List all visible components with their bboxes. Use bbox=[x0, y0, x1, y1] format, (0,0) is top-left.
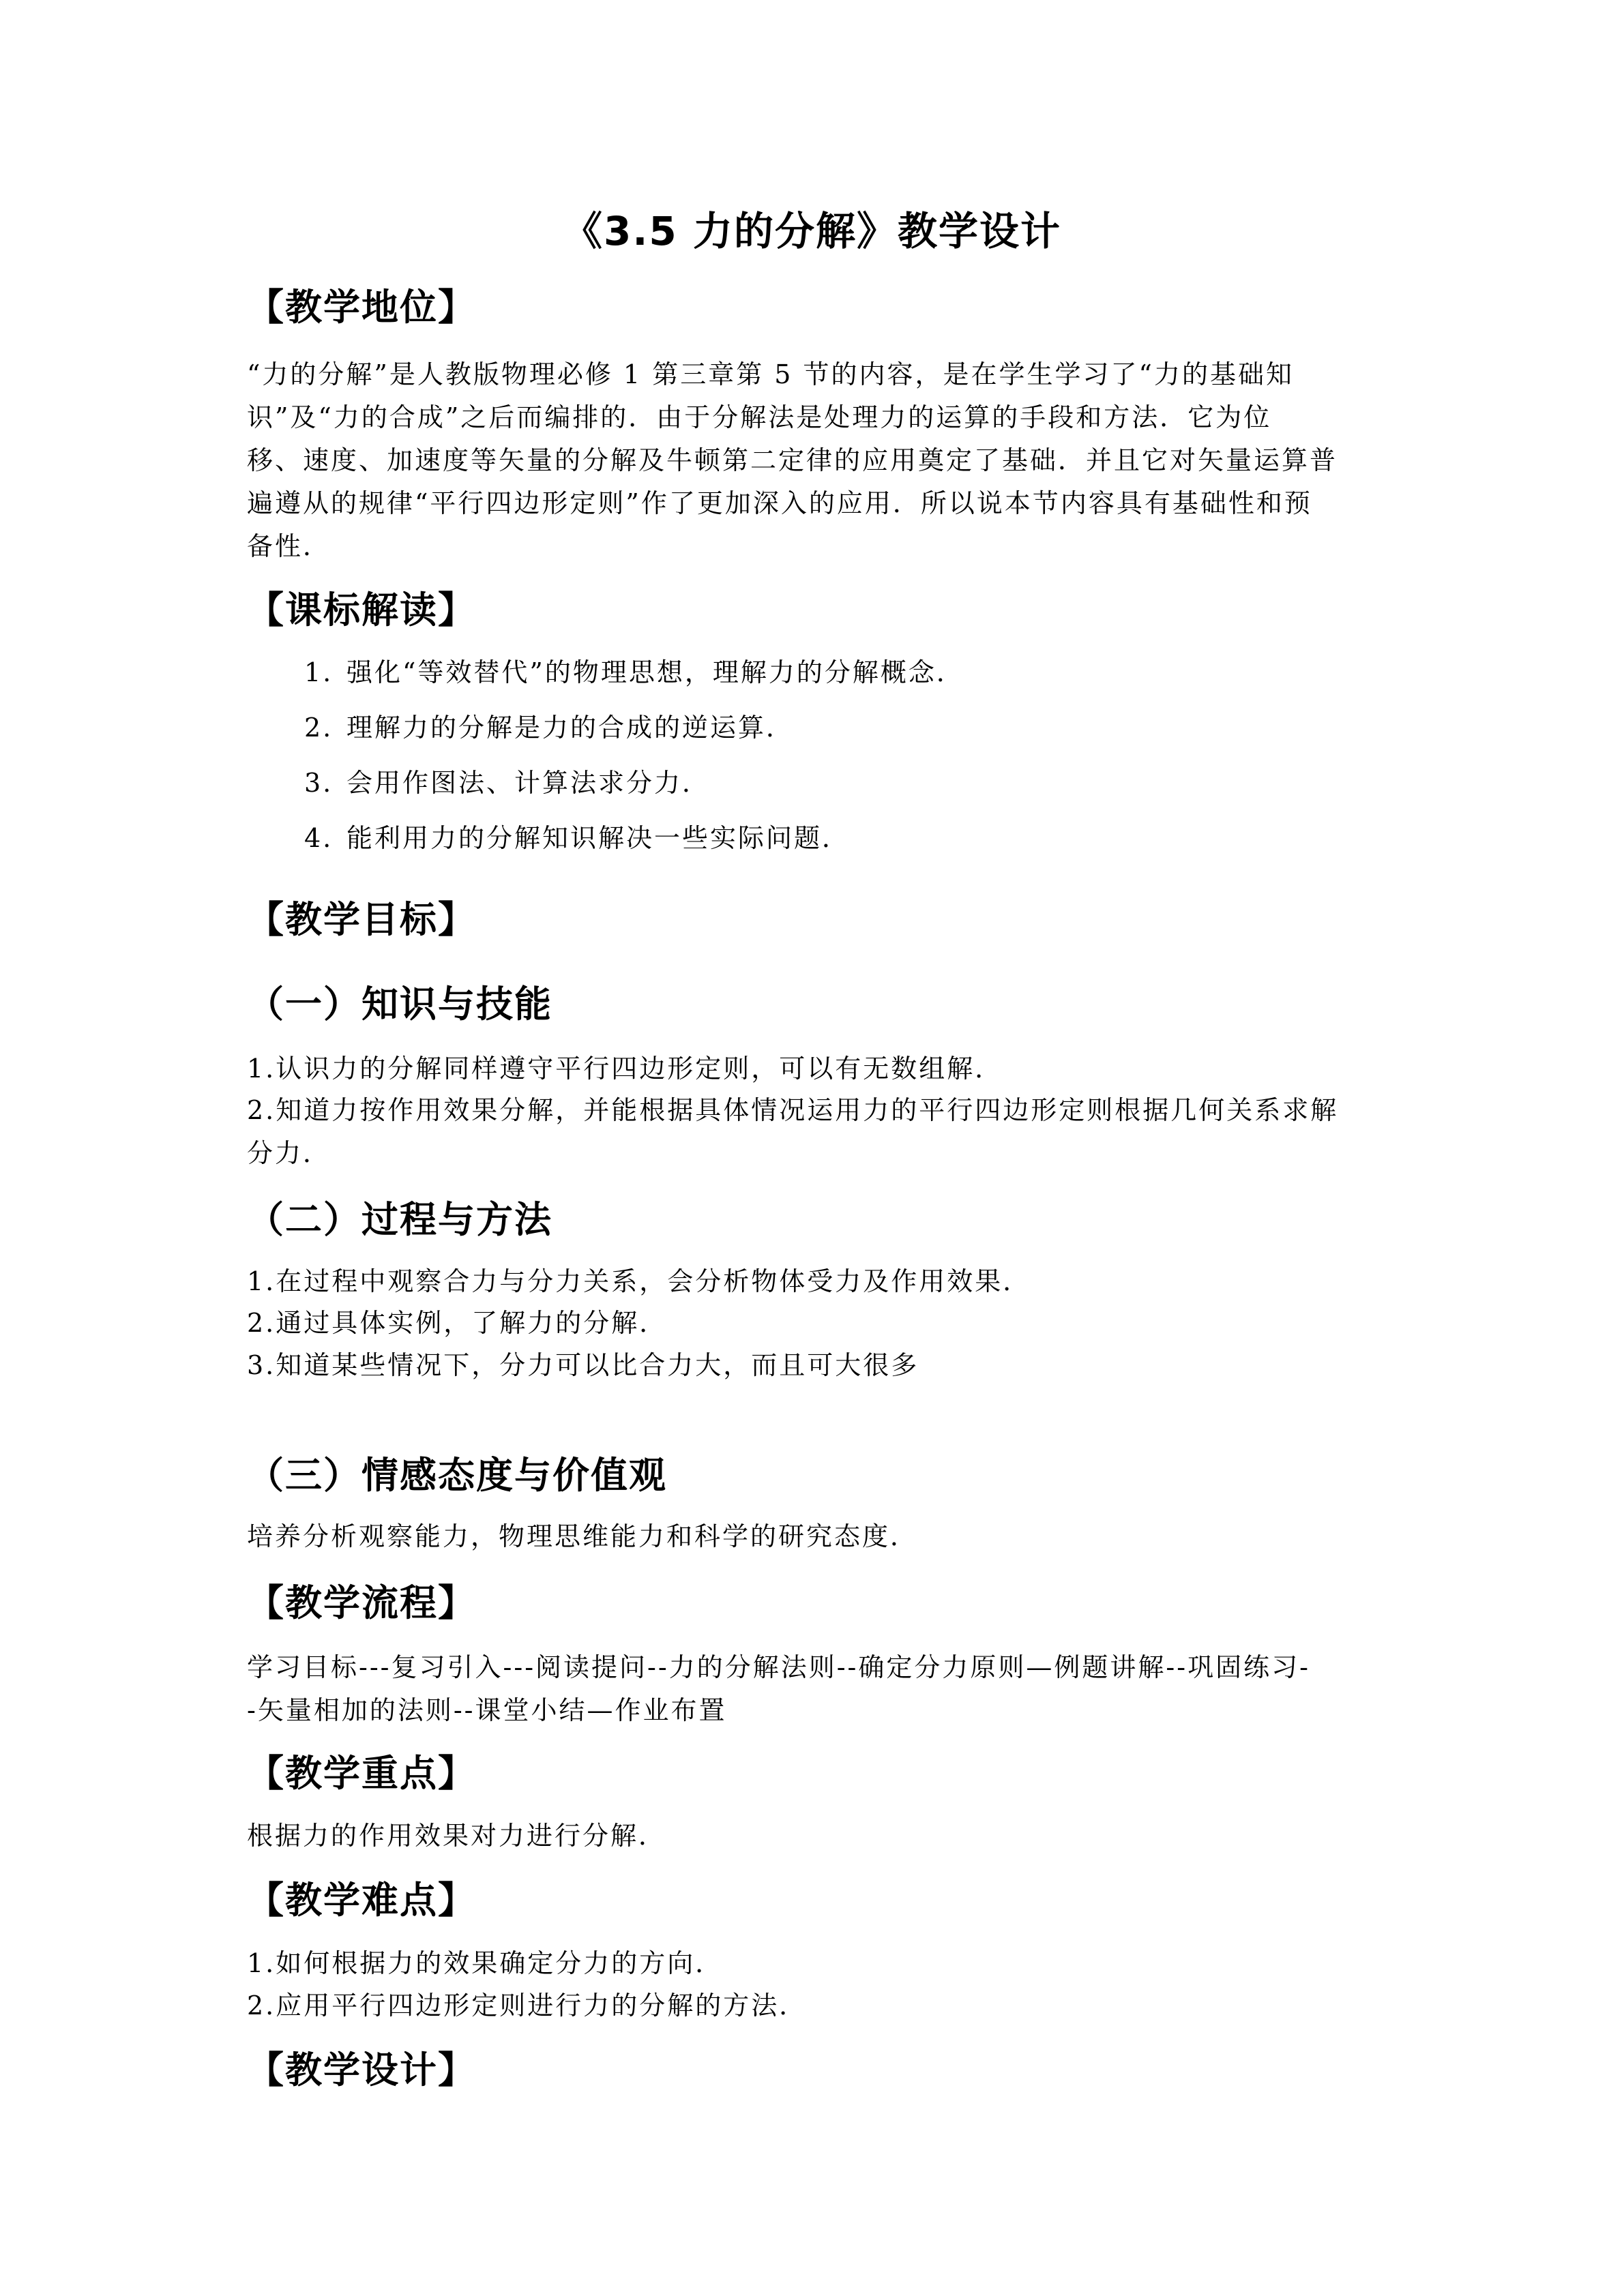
standards-item bbox=[304, 817, 850, 854]
item-text: 能利用力的分解知识解决一些实际问题． bbox=[346, 823, 851, 853]
position-line: 备性． bbox=[247, 531, 331, 561]
item-number: 3. bbox=[304, 768, 334, 798]
position-line: 识”及“力的合成”之后而编排的．由于分解法是处理力的运算的手段和方法．它为位 bbox=[247, 402, 1272, 432]
knowledge-line: 分力． bbox=[247, 1138, 331, 1168]
subheading-process: （二）过程与方法 bbox=[247, 1198, 552, 1241]
flow-line: -矢量相加的法则--课堂小结—作业布置 bbox=[247, 1695, 727, 1725]
keypoint-line: 根据力的作用效果对力进行分解． bbox=[247, 1821, 667, 1851]
item-number: 2. bbox=[304, 713, 334, 743]
process-line: 2.通过具体实例，了解力的分解． bbox=[247, 1308, 668, 1338]
difficulty-line: 2.应用平行四边形定则进行力的分解的方法． bbox=[247, 1991, 808, 2021]
subheading-knowledge: （一）知识与技能 bbox=[247, 983, 552, 1026]
position-line: 移、速度、加速度等矢量的分解及牛顿第二定律的应用奠定了基础．并且它对矢量运算普 bbox=[247, 445, 1338, 475]
heading-difficulty: 【教学难点】 bbox=[247, 1879, 476, 1922]
standards-item bbox=[304, 762, 710, 799]
heading-standards: 【课标解读】 bbox=[247, 588, 476, 631]
standards-item bbox=[304, 651, 964, 689]
knowledge-line: 2.知道力按作用效果分解，并能根据具体情况运用力的平行四边形定则根据几何关系求解 bbox=[247, 1095, 1339, 1125]
subheading-attitude: （三）情感态度与价值观 bbox=[247, 1454, 667, 1497]
document-title: 《3.5 力的分解》教学设计 bbox=[563, 208, 1061, 254]
item-number: 1. bbox=[304, 657, 334, 687]
item-text: 强化“等效替代”的物理思想，理解力的分解概念． bbox=[346, 657, 964, 687]
position-line: 遍遵从的规律“平行四边形定则”作了更加深入的应用．所以说本节内容具有基础性和预 bbox=[247, 488, 1312, 518]
heading-teaching-design: 【教学设计】 bbox=[247, 2048, 476, 2091]
flow-line: 学习目标---复习引入---阅读提问--力的分解法则--确定分力原则—例题讲解--巩固练习- bbox=[247, 1652, 1310, 1682]
item-number: 4. bbox=[304, 823, 334, 853]
heading-teaching-flow: 【教学流程】 bbox=[247, 1581, 476, 1624]
position-line: “力的分解”是人教版物理必修 1 第三章第 5 节的内容，是在学生学习了“力的基础知 bbox=[247, 359, 1294, 389]
process-line: 3.知道某些情况下，分力可以比合力大，而且可大很多 bbox=[247, 1350, 919, 1380]
item-text: 会用作图法、计算法求分力． bbox=[346, 768, 711, 798]
difficulty-line: 1.如何根据力的效果确定分力的方向． bbox=[247, 1948, 724, 1978]
standards-item bbox=[304, 706, 794, 744]
heading-teaching-position: 【教学地位】 bbox=[247, 286, 476, 329]
item-text: 理解力的分解是力的合成的逆运算． bbox=[346, 713, 795, 743]
knowledge-line: 1.认识力的分解同样遵守平行四边形定则，可以有无数组解． bbox=[247, 1054, 1003, 1084]
heading-teaching-goals: 【教学目标】 bbox=[247, 898, 476, 941]
attitude-line: 培养分析观察能力，物理思维能力和科学的研究态度． bbox=[247, 1521, 919, 1551]
heading-key-point: 【教学重点】 bbox=[247, 1752, 476, 1795]
process-line: 1.在过程中观察合力与分力关系，会分析物体受力及作用效果． bbox=[247, 1266, 1031, 1296]
